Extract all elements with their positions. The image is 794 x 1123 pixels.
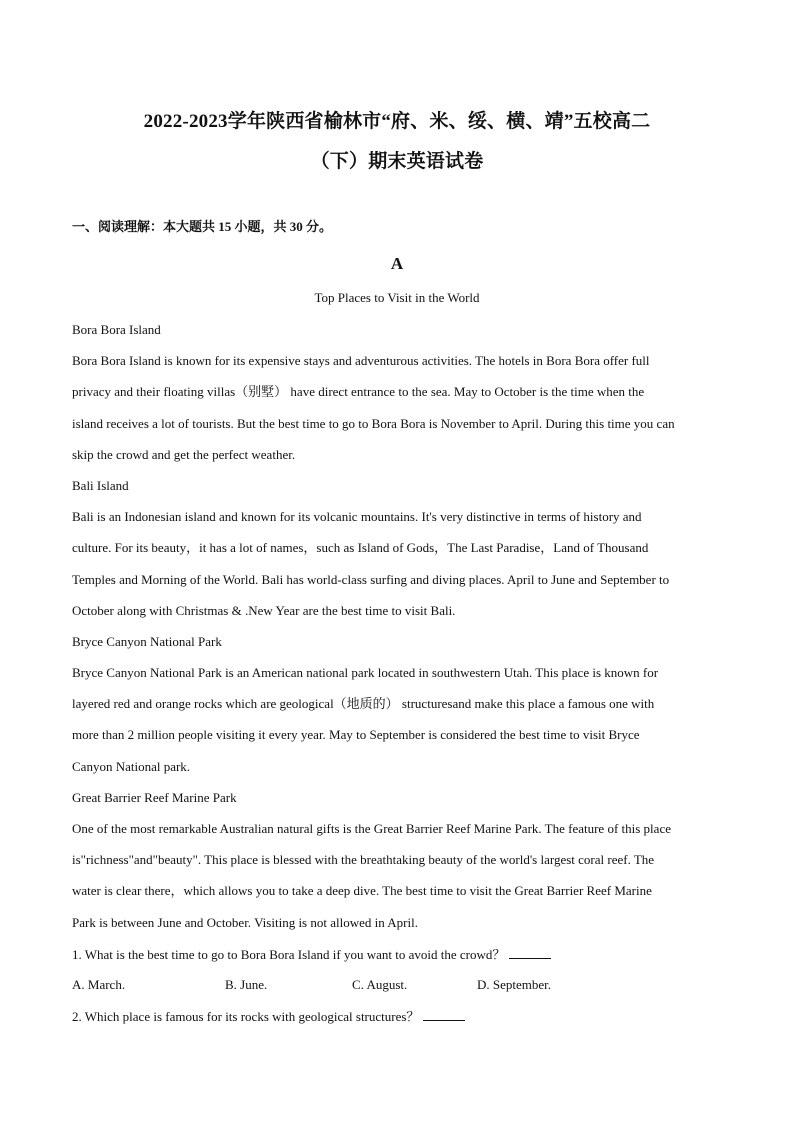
passage-letter: A — [390, 254, 404, 273]
section-heading: 一、阅读理解：本大题共 15 小题，共 30 分。 — [72, 219, 333, 234]
option-c: C. August. — [352, 976, 408, 992]
option-b: B. June. — [225, 976, 268, 992]
question-2 — [72, 1006, 722, 1037]
answer-blank[interactable] — [509, 944, 551, 959]
place-heading-bali: Bali Island — [72, 477, 129, 493]
question-2-text: 2. Which place is famous for its rocks with geological structures？ — [72, 1009, 420, 1025]
paragraph-line: One of the most remarkable Australian natural gifts is the Great Barrier Reef Marine Park. The feature of this place — [72, 821, 671, 836]
paragraph-line: Park is between June and October. Visiting is not allowed in April. — [72, 914, 418, 930]
paragraph-line: skip the crowd and get the perfect weather. — [72, 446, 296, 462]
paragraph-line: Bali is an Indonesian island and known for its volcanic mountains. It's very distinctive in terms of history and — [72, 509, 642, 525]
question-1-text: 1. What is the best time to go to Bora Bora Island if you want to avoid the crowd？ — [72, 946, 506, 962]
exam-title-line-2: （下）期末英语试卷 — [310, 151, 484, 172]
paragraph-line: island receives a lot of tourists. But the best time to go to Bora Bora is November to April. During this time you can — [72, 415, 675, 431]
paragraph-line: Temples and Morning of the World. Bali has world-class surfing and diving places. April to June and September to — [72, 571, 670, 587]
paragraph-line: Canyon National park. — [72, 758, 191, 774]
paragraph-line: privacy and their floating villas（别墅） have direct entrance to the sea. May to October is the time when the — [72, 384, 645, 400]
paragraph-line: layered red and orange rocks which are geological（地质的） structuresand make this place a famous one with — [72, 696, 655, 712]
question-1 — [72, 944, 722, 975]
place-heading-bora-bora: Bora Bora Island — [72, 322, 161, 337]
paragraph-line: more than 2 million people visiting it every year. May to September is considered the best time to visit Bryce — [72, 727, 640, 743]
paragraph-line: culture. For its beauty，it has a lot of names，such as Island of Gods，The Last Paradise，Land of Thousand — [72, 540, 649, 556]
paragraph-line: Bora Bora Island is known for its expensive stays and adventurous activities. The hotels in Bora Bora offer full — [72, 353, 650, 369]
paragraph-line: is"richness"and"beauty". This place is blessed with the breathtaking beauty of the world's largest coral reef. The — [72, 852, 655, 868]
passage-title: Top Places to Visit in the World — [314, 290, 480, 305]
paragraph-line: October along with Christmas & .New Year are the best time to visit Bali. — [72, 602, 456, 618]
paragraph-line: Bryce Canyon National Park is an American national park located in southwestern Utah. This place is known for — [72, 665, 659, 681]
option-d: D. September. — [477, 976, 552, 992]
answer-blank[interactable] — [423, 1006, 465, 1021]
paragraph-line: water is clear there，which allows you to take a deep dive. The best time to visit the Great Barrier Reef Marine — [72, 883, 652, 899]
place-heading-great-barrier-reef: Great Barrier Reef Marine Park — [72, 789, 237, 805]
option-a: A. March. — [72, 976, 126, 992]
question-1-options — [72, 975, 722, 1006]
place-heading-bryce-canyon: Bryce Canyon National Park — [72, 633, 222, 649]
exam-title-line-1: 2022-2023学年陕西省榆林市“府、米、绥、横、靖”五校高二 — [143, 111, 651, 132]
passage-body — [72, 320, 722, 1037]
